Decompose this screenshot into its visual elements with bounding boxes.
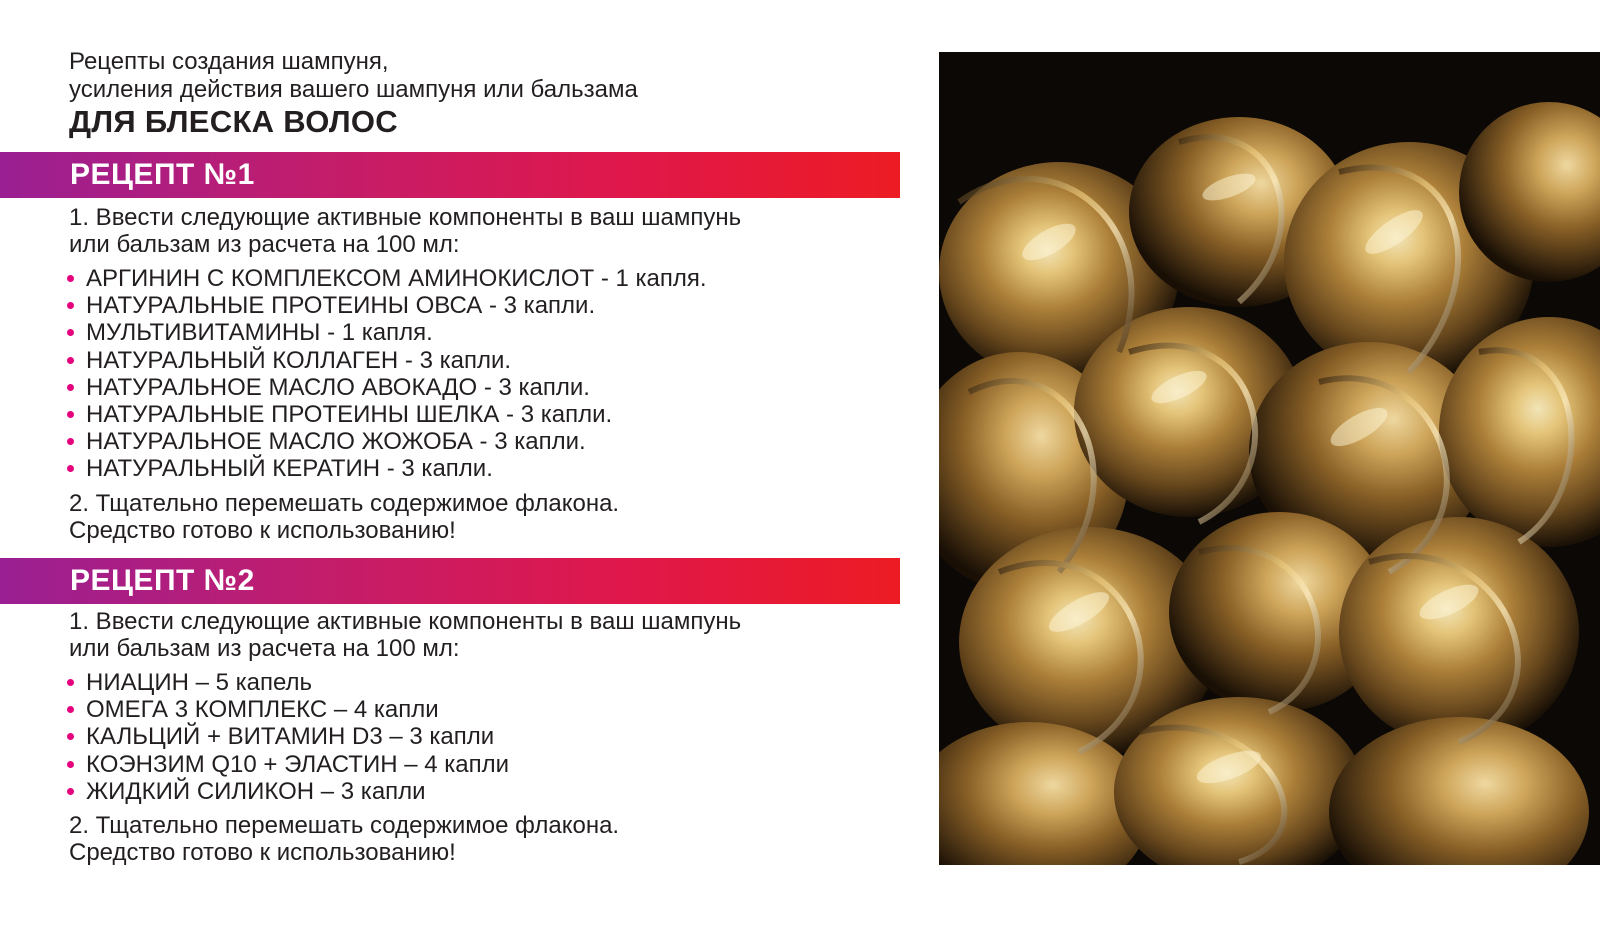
ingredient-text: КОЭНЗИМ Q10 + ЭЛАСТИН – 4 капли [86,750,510,778]
bullet-icon [67,275,74,282]
ingredient-text: НАТУРАЛЬНЫЙ КОЛЛАГЕН - 3 капли. [86,346,512,374]
recipe-1-step2-line1: 2. Тщательно перемешать содержимое флакона. [69,489,620,517]
list-item [67,696,741,723]
recipe-1-step1-line2: или бальзам из расчета на 100 мл: [69,231,460,258]
recipe-2-ingredient-list [67,669,741,805]
ingredient-text: ОМЕГА 3 КОМПЛЕКС – 4 капли [86,696,439,724]
list-item [67,265,741,292]
recipe-1-title: РЕЦЕПТ №1 [70,158,255,191]
ingredient-text: НАТУРАЛЬНЫЙ КЕРАТИН - 3 капли. [86,455,493,483]
intro-line-1: Рецепты создания шампуня, [69,48,389,75]
list-item [67,292,741,319]
recipe-1-body [69,204,741,544]
list-item [67,428,741,455]
recipe-2-step1-line2: или бальзам из расчета на 100 мл: [69,635,460,662]
bullet-icon [67,357,74,364]
recipe-2-step2-line1: 2. Тщательно перемешать содержимое флакона. [69,812,620,840]
hair-curls-photo [939,52,1600,865]
bullet-icon [67,329,74,336]
hair-illustration [939,52,1600,865]
list-item [67,723,741,750]
recipe-1-ingredient-list [67,265,741,483]
bullet-icon [67,302,74,309]
bullet-icon [67,438,74,445]
intro-heading [69,48,638,140]
bullet-icon [67,761,74,768]
intro-line-2: усиления действия вашего шампуня или бальзама [69,76,638,103]
list-item [67,374,741,401]
ingredient-text: НИАЦИН – 5 капель [86,669,313,696]
list-item [67,455,741,482]
list-item [67,347,741,374]
list-item [67,319,741,346]
bullet-icon [67,733,74,740]
page-headline: ДЛЯ БЛЕСКА ВОЛОС [69,104,398,139]
recipe-2-step1-line1: 1. Ввести следующие активные компоненты в ваш шампунь [69,608,742,635]
recipe-2-step2-line2: Средство готово к использованию! [69,839,456,867]
ingredient-text: ЖИДКИЙ СИЛИКОН – 3 капли [86,777,426,805]
recipe-2-banner [0,558,900,604]
bullet-icon [67,788,74,795]
list-item [67,778,741,805]
list-item [67,401,741,428]
bullet-icon [67,411,74,418]
ingredient-text: НАТУРАЛЬНОЕ МАСЛО АВОКАДО - 3 капли. [86,373,590,401]
ingredient-text: КАЛЬЦИЙ + ВИТАМИН D3 – 3 капли [86,723,495,751]
list-item [67,751,741,778]
bullet-icon [67,679,74,686]
ingredient-text: НАТУРАЛЬНОЕ МАСЛО ЖОЖОБА - 3 капли. [86,428,586,456]
bullet-icon [67,465,74,472]
recipe-1-banner [0,152,900,198]
recipe-1-step2-line2: Средство готово к использованию! [69,516,456,544]
ingredient-text: НАТУРАЛЬНЫЕ ПРОТЕИНЫ ОВСА - 3 капли. [86,292,596,320]
ingredient-text: МУЛЬТИВИТАМИНЫ - 1 капля. [86,319,433,347]
list-item [67,669,741,696]
bullet-icon [67,384,74,391]
ingredient-text: АРГИНИН С КОМПЛЕКСОМ АМИНОКИСЛОТ - 1 капля. [86,265,707,292]
recipe-2-title: РЕЦЕПТ №2 [70,564,255,597]
recipe-2-body [69,608,741,866]
recipe-1-step1-line1: 1. Ввести следующие активные компоненты в ваш шампунь [69,204,742,231]
ingredient-text: НАТУРАЛЬНЫЕ ПРОТЕИНЫ ШЕЛКА - 3 капли. [86,401,613,429]
bullet-icon [67,706,74,713]
